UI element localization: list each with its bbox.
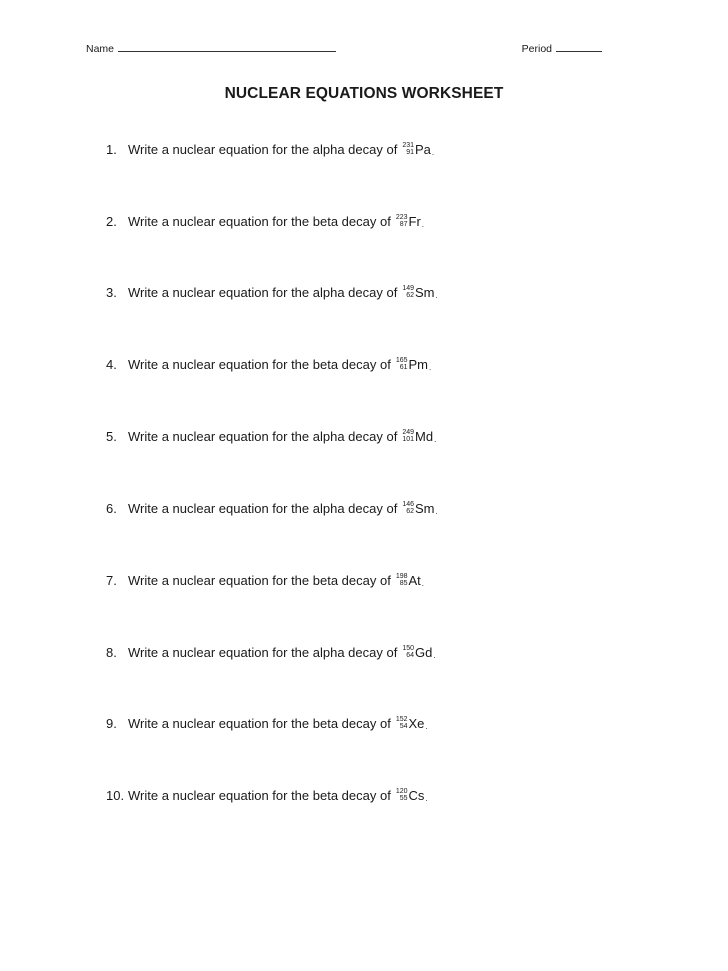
question-number: 1.	[106, 141, 117, 157]
header-row	[86, 42, 602, 58]
question-item	[106, 641, 436, 663]
question-number: 7.	[106, 572, 117, 588]
element-symbol: Gd	[415, 644, 433, 660]
question-number: 2.	[106, 213, 117, 229]
atomic-number: 87	[399, 221, 408, 228]
atomic-number: 54	[399, 723, 408, 730]
question-number: 9.	[106, 715, 117, 731]
element-symbol: Xe	[408, 715, 425, 731]
atomic-number: 101	[402, 436, 415, 443]
period-label: Period	[521, 43, 552, 55]
question-text: Write a nuclear equation for the alpha decay of	[128, 141, 398, 157]
question-item	[106, 569, 424, 591]
mass-number: 249	[402, 429, 415, 436]
name-label: Name	[86, 43, 115, 55]
question-item	[106, 210, 424, 232]
question-number: 6.	[106, 500, 117, 516]
trailing-period: .	[434, 434, 437, 444]
question-text: Write a nuclear equation for the alpha decay of	[128, 284, 398, 300]
atomic-number: 55	[399, 795, 408, 802]
element-symbol: At	[408, 572, 421, 588]
nuclide-notation	[396, 573, 421, 588]
question-item	[106, 425, 436, 447]
question-text: Write a nuclear equation for the alpha decay of	[128, 428, 398, 444]
question-text: Write a nuclear equation for the beta decay of	[128, 572, 391, 588]
question-number: 8.	[106, 644, 117, 660]
name-field	[86, 42, 336, 55]
question-number: 10.	[106, 787, 125, 803]
trailing-period: .	[433, 650, 436, 660]
trailing-period: .	[435, 506, 438, 516]
period-field	[522, 42, 602, 55]
question-text: Write a nuclear equation for the alpha decay of	[128, 644, 398, 660]
mass-number: 149	[402, 285, 415, 292]
element-symbol: Cs	[408, 787, 425, 803]
trailing-period: .	[425, 721, 428, 731]
question-item	[106, 138, 434, 160]
element-symbol: Md	[415, 428, 434, 444]
nuclide-notation	[402, 285, 434, 300]
atomic-number: 62	[406, 508, 415, 515]
nuclide-notation	[396, 214, 421, 229]
atomic-number: 61	[399, 364, 408, 371]
atomic-number: 64	[406, 652, 415, 659]
mass-number: 165	[395, 357, 408, 364]
question-text: Write a nuclear equation for the beta decay of	[128, 213, 391, 229]
trailing-period: .	[421, 219, 425, 229]
trailing-period: .	[421, 578, 425, 588]
mass-number: 223	[395, 214, 408, 221]
nuclide-notation	[402, 429, 433, 444]
question-item	[106, 281, 438, 303]
element-symbol: Pm	[408, 356, 428, 372]
mass-number: 198	[395, 573, 408, 580]
nuclide-notation	[402, 142, 431, 157]
question-item	[106, 353, 431, 375]
name-blank-line	[118, 42, 336, 52]
atomic-number: 62	[406, 292, 415, 299]
question-text: Write a nuclear equation for the beta decay of	[128, 787, 391, 803]
mass-number: 150	[402, 645, 415, 652]
mass-number: 146	[402, 501, 415, 508]
atomic-number: 85	[399, 580, 408, 587]
question-number: 3.	[106, 284, 117, 300]
period-blank-line	[556, 42, 602, 52]
mass-number: 231	[402, 142, 415, 149]
element-symbol: Fr	[408, 213, 421, 229]
trailing-period: .	[431, 147, 435, 157]
element-symbol: Sm	[415, 284, 435, 300]
question-item	[106, 712, 428, 734]
question-item	[106, 497, 438, 519]
question-text: Write a nuclear equation for the beta decay of	[128, 356, 391, 372]
trailing-period: .	[425, 793, 428, 803]
trailing-period: .	[429, 362, 432, 372]
element-symbol: Pa	[415, 141, 431, 157]
trailing-period: .	[435, 290, 438, 300]
nuclide-notation	[402, 501, 434, 516]
question-number: 5.	[106, 428, 117, 444]
question-text: Write a nuclear equation for the beta decay of	[128, 715, 391, 731]
nuclide-notation	[396, 357, 428, 372]
nuclide-notation	[395, 787, 428, 803]
nuclide-notation	[395, 715, 428, 731]
element-symbol: Sm	[415, 500, 435, 516]
question-number: 4.	[106, 356, 117, 372]
question-text: Write a nuclear equation for the alpha decay of	[128, 500, 398, 516]
question-item	[106, 784, 428, 806]
atomic-number: 91	[406, 149, 415, 156]
nuclide-notation	[402, 645, 432, 660]
mass-number: 120	[395, 788, 408, 795]
page-title: NUCLEAR EQUATIONS WORKSHEET	[224, 85, 504, 102]
mass-number: 152	[395, 716, 408, 723]
